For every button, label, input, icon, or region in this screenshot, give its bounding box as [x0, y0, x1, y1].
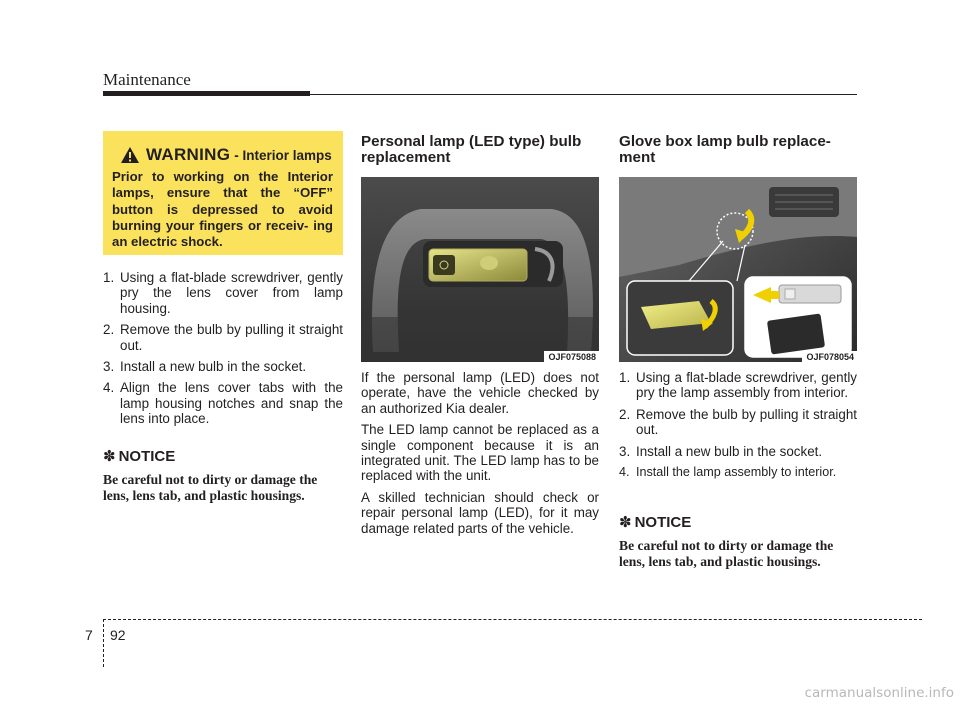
warning-subtitle: - Interior lamps — [234, 147, 332, 163]
notice-text: Be careful not to dirty or damage the lens, lens tab, and plastic housings. — [619, 538, 834, 569]
list-item: 2. Remove the bulb by pulling it straight out. — [619, 406, 857, 438]
paragraph: The LED lamp cannot be replaced as a single component because it is an integrated unit. The LED lamp has to be replaced with the unit. — [361, 422, 599, 484]
list-item: 1. Using a flat-blade screwdriver, gently pry the lens cover from lamp housing. — [103, 270, 343, 316]
glove-box-lamp-photo — [619, 177, 857, 362]
personal-lamp-photo — [361, 177, 599, 362]
photo-code: OJF075088 — [544, 351, 599, 362]
personal-lamp-illustration — [361, 177, 599, 362]
personal-lamp-paragraphs — [361, 370, 599, 542]
footer-divider — [103, 619, 104, 667]
notice-heading: ✽ NOTICE — [619, 513, 692, 531]
interior-lamp-steps — [103, 270, 343, 433]
page-header-title: Maintenance — [103, 70, 191, 89]
list-item: 1. Using a flat-blade screwdriver, gently pry the lamp assembly from interior. — [619, 370, 857, 401]
paragraph: If the personal lamp (LED) does not operate, have the vehicle checked by an authorized Kia dealer. — [361, 370, 599, 416]
notice-text: Be careful not to dirty or damage the lens, lens tab, and plastic housings. — [103, 472, 318, 503]
chapter-number: 7 — [85, 627, 93, 643]
header-rule-thin — [310, 94, 857, 95]
notice-heading: ✽ NOTICE — [103, 447, 176, 465]
watermark: carmanualsonline.info — [804, 685, 954, 701]
glove-box-illustration — [619, 177, 857, 362]
glove-box-lamp-steps — [619, 370, 857, 486]
section-title-glove-box-lamp: Glove box lamp bulb replace- ment — [619, 133, 831, 166]
warning-triangle-icon — [120, 146, 140, 164]
warning-heading — [120, 144, 333, 166]
list-item: 4. Install the lamp assembly to interior. — [619, 465, 837, 480]
notice-star-icon: ✽ — [619, 514, 632, 531]
paragraph: A skilled technician should check or repair personal lamp (LED), for it may damage related parts of the vehicle. — [361, 489, 599, 536]
footer-rule — [103, 619, 922, 620]
list-item: 3. Install a new bulb in the socket. — [619, 443, 823, 459]
header-rule-thick — [103, 91, 310, 96]
notice-block — [619, 513, 857, 569]
warning-box — [103, 131, 343, 255]
photo-code: OJF078054 — [802, 351, 857, 362]
list-item: 3. Install a new bulb in the socket. — [103, 359, 307, 375]
section-title-personal-lamp: Personal lamp (LED type) bulb replacement — [361, 133, 582, 166]
warning-word: WARNING — [146, 145, 231, 164]
notice-block — [103, 447, 343, 503]
list-item: 2. Remove the bulb by pulling it straight out. — [103, 322, 343, 353]
page-number: 92 — [110, 627, 126, 643]
notice-star-icon: ✽ — [103, 448, 116, 465]
warning-text: Prior to working on the Interior lamps, ensure that the “OFF” button is depressed to avoid burning your fingers or receiv- ing an electric shock. — [112, 169, 333, 250]
list-item: 4. Align the lens cover tabs with the lamp housing notches and snap the lens into place. — [103, 380, 343, 427]
